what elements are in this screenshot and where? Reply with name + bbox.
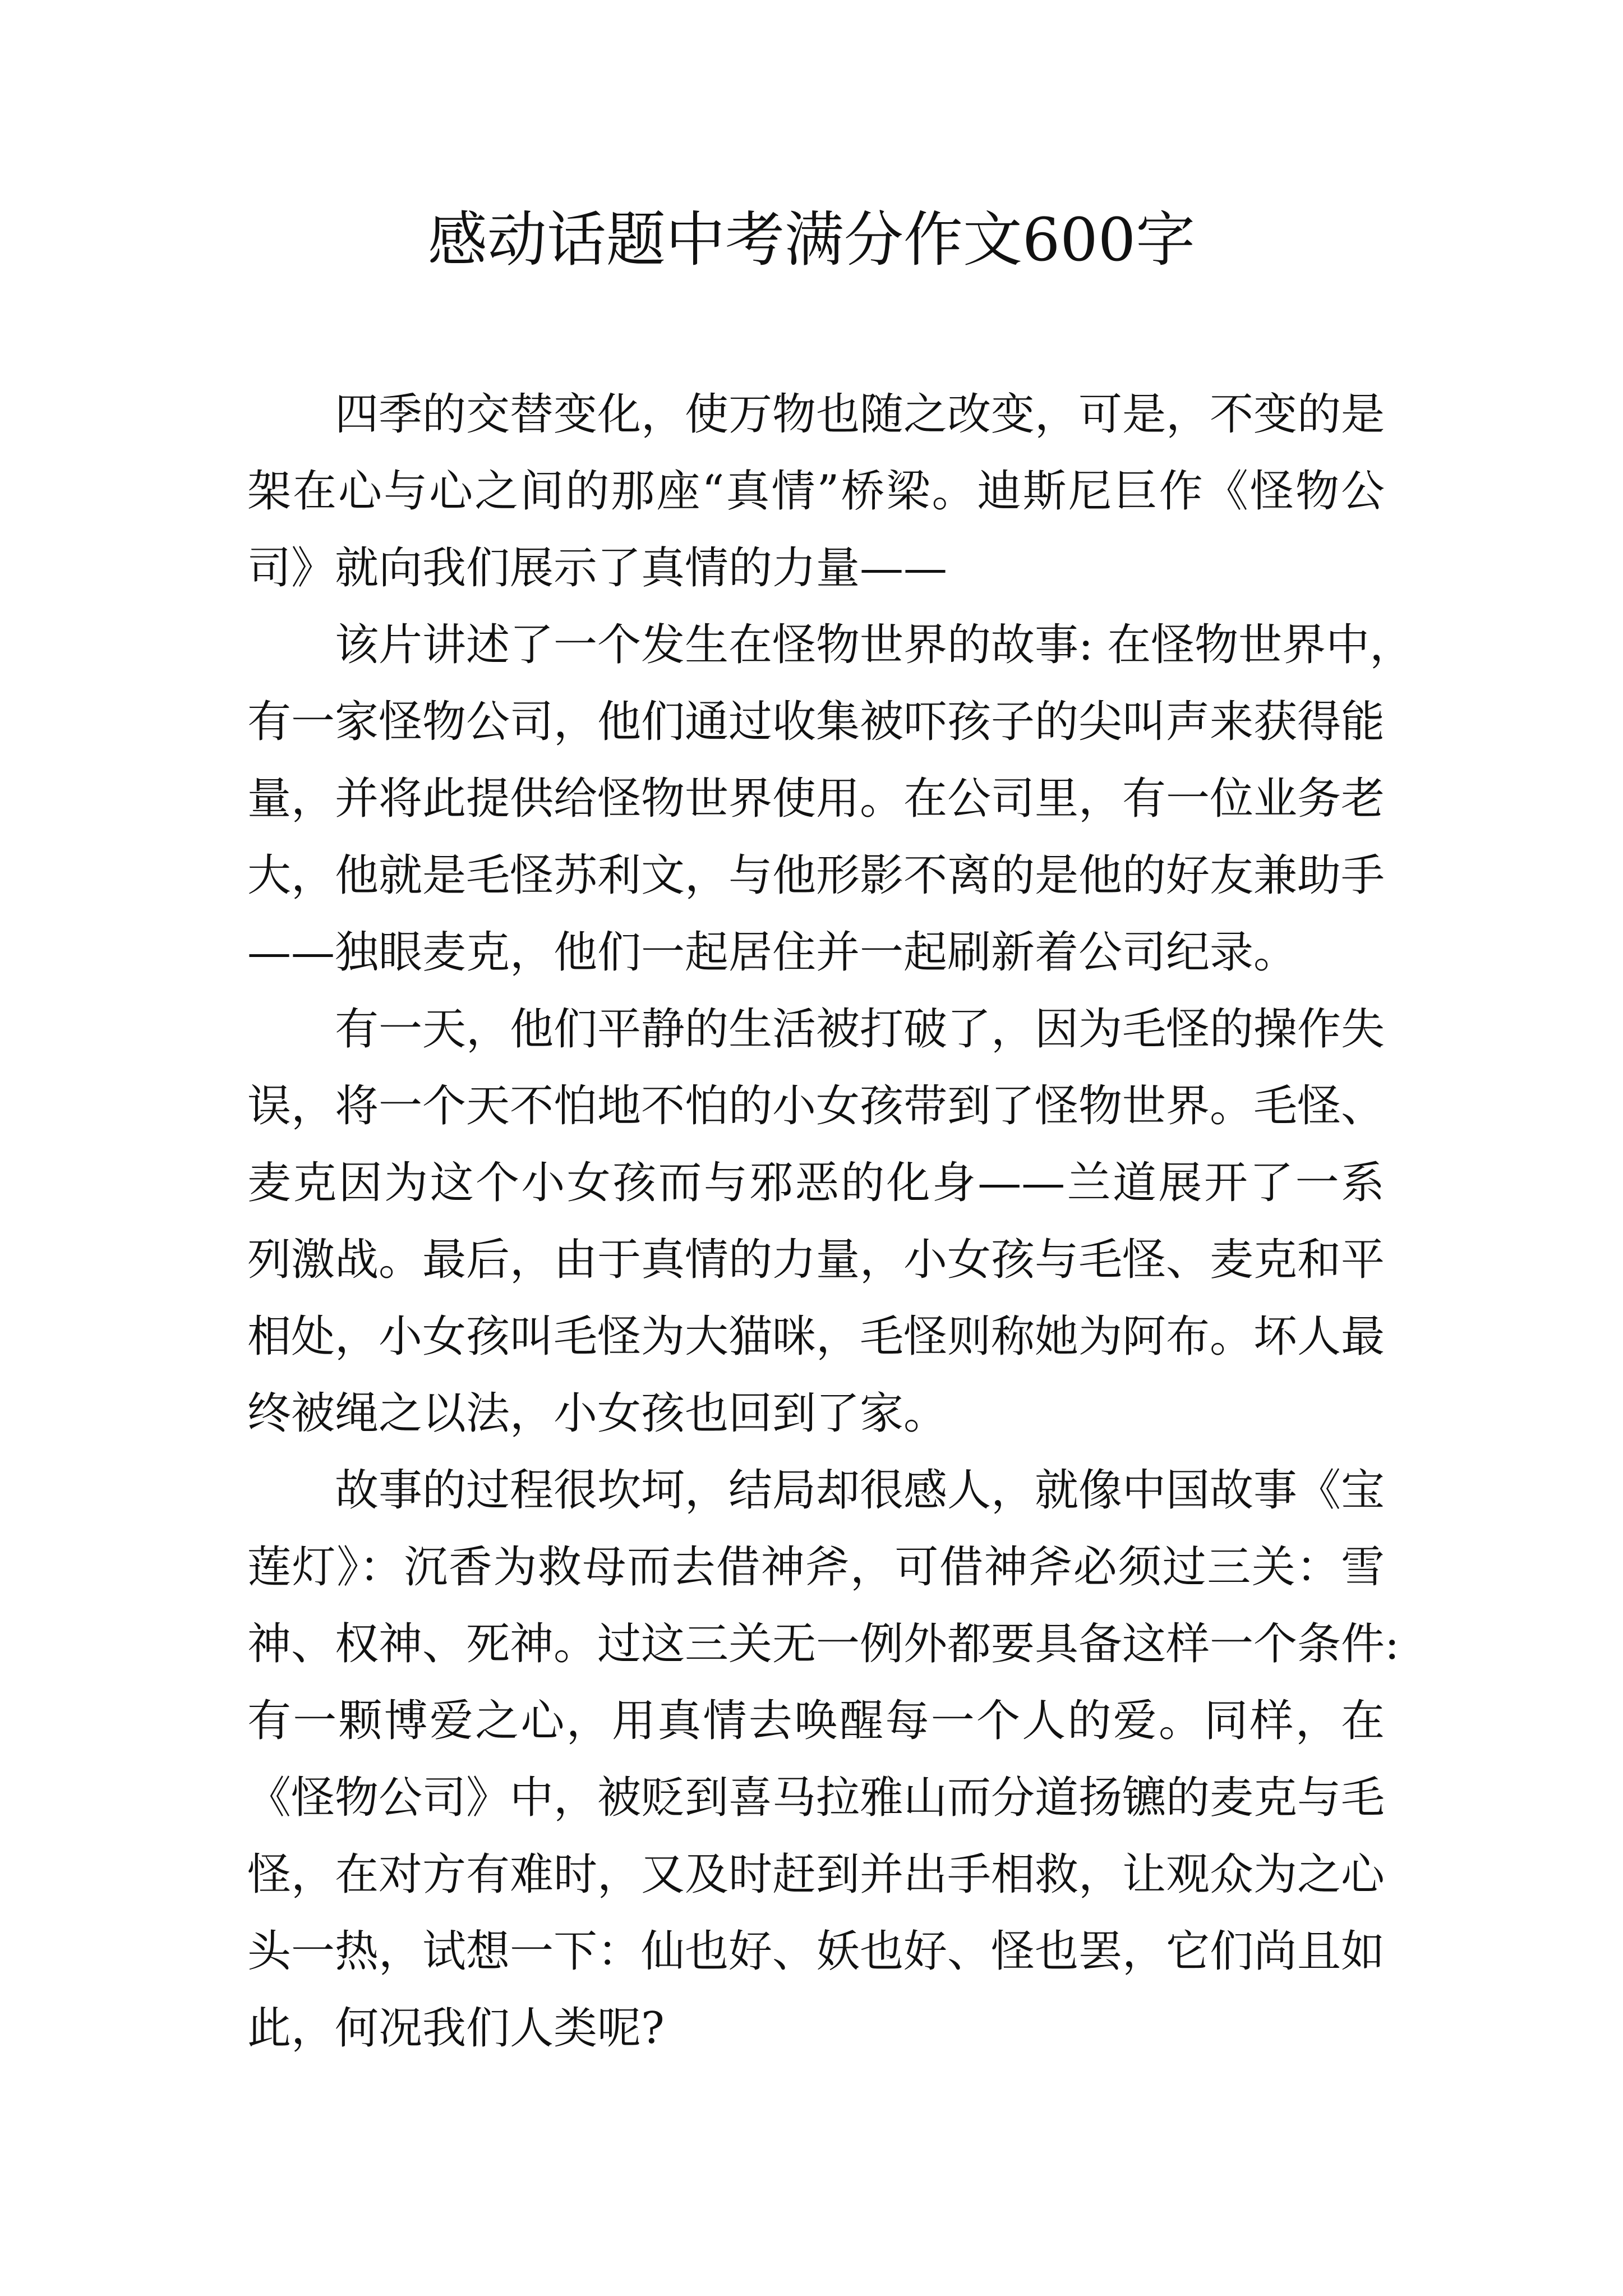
text-line: 相处，小女孩叫毛怪为大猫咪，毛怪则称她为阿布。坏人最 [247,1312,1385,1362]
text-line: 此，何况我们人类呢? [247,2003,665,2054]
document-title: 感动话题中考满分作文600字 [427,205,1196,274]
text-line: 误，将一个天不怕地不怕的小女孩带到了怪物世界。毛怪、 [247,1081,1385,1131]
text-line: 《怪物公司》中，被贬到喜马拉雅山而分道扬镳的麦克与毛 [247,1773,1385,1823]
text-line: 终被绳之以法，小女孩也回到了家。 [247,1388,948,1439]
text-line: 该片讲述了一个发生在怪物世界的故事: 在怪物世界中， [335,620,1414,670]
text-line: 量，并将此提供给怪物世界使用。在公司里，有一位业务老 [247,774,1385,824]
paragraph-4 [247,1452,1400,2067]
text-line: 列激战。最后，由于真情的力量，小女孩与毛怪、麦克和平 [247,1235,1385,1285]
text-line: 神、权神、死神。过这三关无一例外都要具备这样一个条件: [247,1619,1400,1669]
paragraph-3 [247,991,1385,1452]
text-line: ——独眼麦克，他们一起居住并一起刷新着公司纪录。 [247,927,1298,978]
text-line: 怪，在对方有难时，又及时赶到并出手相救，让观众为之心 [247,1849,1385,1900]
paragraph-1 [247,376,1385,607]
text-line: 有一家怪物公司，他们通过收集被吓孩子的尖叫声来获得能 [247,697,1385,747]
paragraph-2 [247,607,1414,991]
text-line: 有一颗博爱之心，用真情去唤醒每一个人的爱。同样，在 [247,1696,1385,1746]
text-line: 有一天，他们平静的生活被打破了，因为毛怪的操作失 [335,1004,1385,1055]
text-line: 四季的交替变化，使万物也随之改变，可是，不变的是 [335,389,1385,440]
text-line: 头一热，试想一下：仙也好、妖也好、怪也罢，它们尚且如 [247,1926,1385,1977]
text-line: 莲灯》：沉香为救母而去借神斧，可借神斧必须过三关：雪 [247,1542,1385,1593]
document-body [247,376,1414,2067]
text-line: 麦克因为这个小女孩而与邪恶的化身——兰道展开了一系 [247,1158,1385,1208]
text-line: 司》就向我们展示了真情的力量—— [247,543,948,593]
text-line: 故事的过程很坎坷，结局却很感人，就像中国故事《宝 [335,1465,1385,1516]
text-line: 大，他就是毛怪苏利文，与他形影不离的是他的好友兼助手 [247,850,1385,901]
text-line: 架在心与心之间的那座“真情”桥梁。迪斯尼巨作《怪物公 [247,466,1385,517]
